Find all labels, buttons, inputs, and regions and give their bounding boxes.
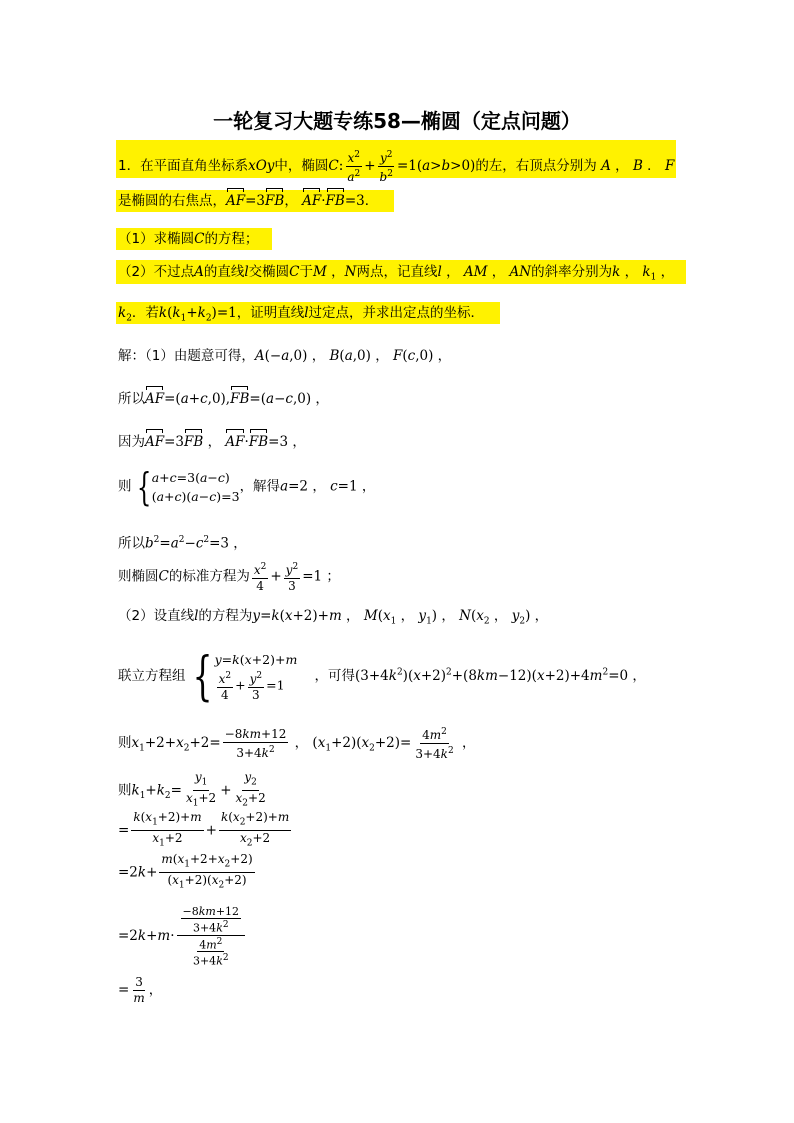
- solution-line-13: =2k+m· $\frac{\frac{-8km+12}{3+4k^2}}{\frac{4m^2}{3+4k^2}}$: [118, 905, 247, 968]
- part2-line-2: $k_2$．若$k(k_1+k_2)=1$，证明直线l过定点，并求出定点的坐标．: [118, 305, 485, 324]
- page-title: 一轮复习大题专练58—椭圆（定点问题）: [213, 109, 581, 133]
- solution-line-14: = $\frac{3}{m}$ ，: [118, 975, 163, 1005]
- solution-line-5: 所以$b^2=a^2-c^2=3$ ，: [118, 535, 247, 552]
- solution-line-3: 因为AF=3FB ， AF·FB=3 ，: [118, 431, 306, 453]
- solution-line-8: 联立方程组 { y=k(x+2)+m $\frac{x^2}{4}$ + $\frac{y^2}{3}$ =1 ，可得$(3+4k^2)(x+2)^2+(8km-12)(x+2)+4m^2=0$ ，: [118, 646, 646, 707]
- solution-line-7: （2）设直线l的方程为y=k(x+2)+m ， $M(x_1$ ， $y_1$) ， $N(x_2$ ， $y_2$) ，: [118, 608, 549, 627]
- solution-line-10: 则$k_1+k_2=$ $\frac{y_1}{x_1+2}$ + $\frac{y_2}{x_2+2}$: [118, 770, 266, 809]
- problem-line-1: 1．在平面直角坐标系xOy中，椭圆C: $\frac{x^2}{a^2}$ + $\frac{y^2}{b^2}$ =1(a>b>0)的左，右顶点分别为 A ， B ． F: [118, 150, 675, 184]
- solution-line-12: =2k+ $\frac{m(x_1+2+x_2+2)}{(x_1+2)(x_2+2)}$: [118, 852, 253, 891]
- part2-line-1: （2）不过点A的直线l交椭圆C于M ，N两点，记直线l ， AM ， AN的斜率分别为k ， $k_1$ ，: [118, 264, 675, 283]
- solution-line-9: 则$x_1+2+x_2+2=$ $\frac{-8km+12}{3+4k^2}$ ， $(x_1+2)(x_2+2)=$ $\frac{4m^2}{3+4k^2}$ ，: [118, 726, 476, 761]
- part1-text: （1）求椭圆C的方程；: [118, 231, 259, 247]
- solution-line-11: = $\frac{k(x_1+2)+m}{x_1+2}$ + $\frac{k(x_2+2)+m}{x_2+2}$: [118, 810, 290, 849]
- solution-line-2: 所以AF=(a+c,0),FB=(a−c,0) ，: [118, 388, 329, 410]
- solution-line-4: 则 { a+c=3(a−c) (a+c)(a−c)=3 ，解得a=2 ， c=1 ，: [118, 465, 376, 509]
- solution-line-6: 则椭圆C的标准方程为 $\frac{x^2}{4}$ + $\frac{y^2}{3}$ =1 ；: [118, 562, 340, 593]
- solution-line-1: 解：（1）由题意可得，A(−a,0) ， B(a,0) ， F(c,0) ，: [118, 348, 452, 364]
- problem-line-2: 是椭圆的右焦点，AF=3FB， AF·FB=3．: [118, 190, 378, 212]
